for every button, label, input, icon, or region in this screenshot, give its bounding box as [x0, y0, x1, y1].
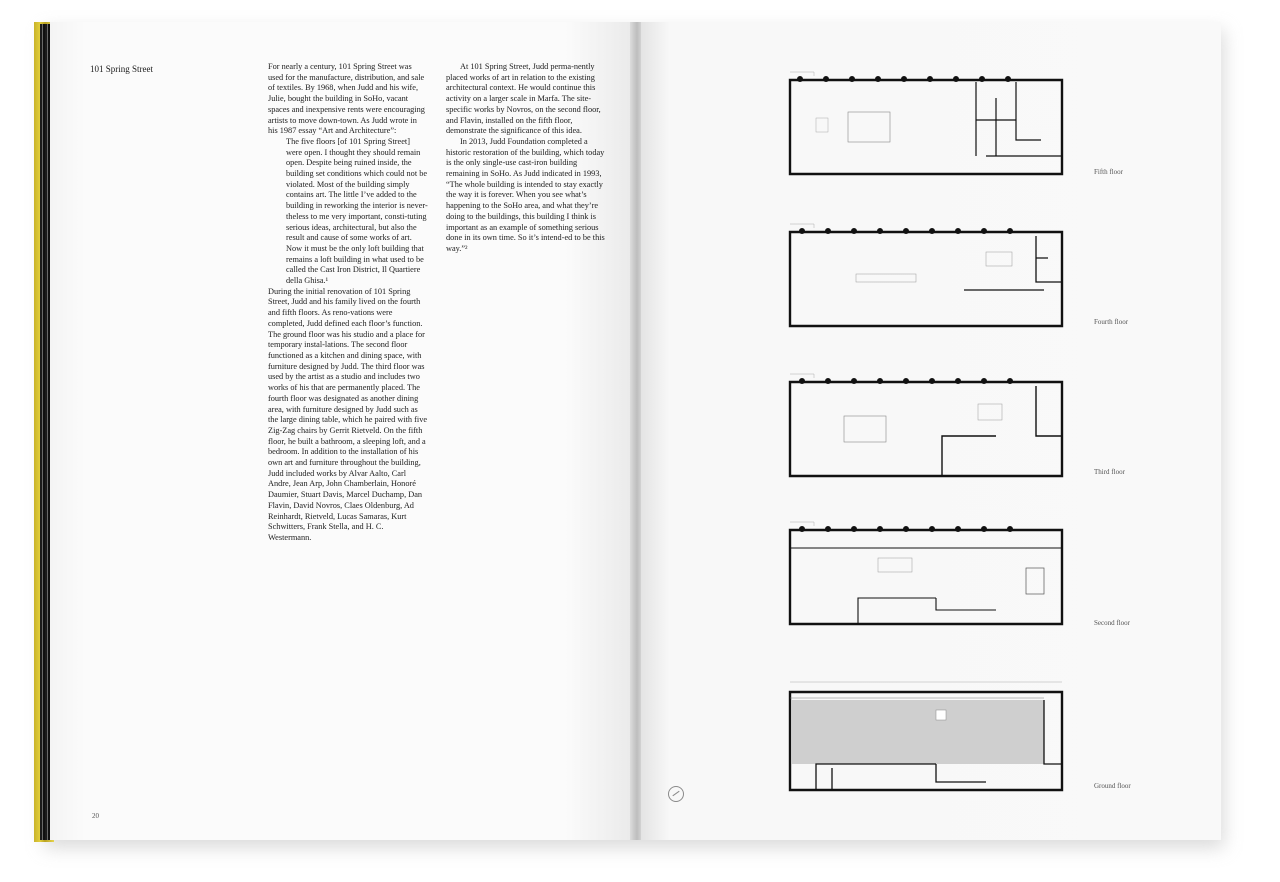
- page-number: 20: [92, 812, 99, 820]
- floor-label-ground: Ground floor: [1094, 782, 1131, 790]
- floor-label-third: Third floor: [1094, 468, 1125, 476]
- floor-plan-third: [786, 372, 1066, 478]
- floor-label-fifth: Fifth floor: [1094, 168, 1123, 176]
- floor-label-second: Second floor: [1094, 619, 1130, 627]
- floor-plan-second: [786, 520, 1066, 626]
- running-head: 101 Spring Street: [90, 64, 153, 74]
- paragraph: For nearly a century, 101 Spring Street was used for the manufacture, distribution, and sale of textiles. By 1968, when Judd and his wife, Julie, bought the building in SoHo, vacant spaces and inexpensive rents were encouraging artists to move down-town. As Judd wrote in his 1987 essay “Art and Architecture”:: [268, 62, 425, 136]
- text-column-1: [268, 62, 428, 544]
- floor-label-fourth: Fourth floor: [1094, 318, 1129, 326]
- compass-north-icon: [668, 786, 684, 802]
- floor-plan-fourth: [786, 222, 1066, 328]
- text-column-2: [446, 62, 606, 255]
- floor-plan-fifth: [786, 70, 1066, 176]
- paragraph: During the initial renovation of 101 Spring Street, Judd and his family lived on the fourth and fifth floors. As reno-vations were completed, Judd defined each floor’s function. The ground floor was his studio and a place for temporary instal-lations. The second floor functioned as a kitchen and dining space, with furniture designed by Judd. The third floor was used by the artist as a studio and includes two works of his that are permanently placed. The fourth floor was designated as another dining area, with furniture designed by Judd such as the large dining table, which he paired with five Zig-Zag chairs by Gerrit Rietveld. On the fifth floor, he built a bathroom, a sleeping loft, and a bedroom. In addition to the installation of his own art and furniture throughout the building, Judd included works by Alvar Aalto, Carl Andre, Jean Arp, John Chamberlain, Honoré Daumier, Stuart Davis, Marcel Duchamp, Dan Flavin, David Novros, Claes Oldenburg, Ad Reinhardt, Rietveld, Lucas Samaras, Kurt Schwitters, Frank Stella, and H. C. Westermann.: [268, 286, 428, 542]
- floor-plan-ground: [786, 678, 1066, 792]
- block-quote: The five floors [of 101 Spring Street] were open. I thought they should remain open. Despite being ruined inside, the building set conditions which could not be violated. Most of the building simply contains art. The little I’ve added to the building in reworking the interior is never-theless to me very important, consti-tuting serious ideas, architectural, but also the result and cause of some works of art. Now it must be the only loft building that remains a loft building in what used to be called the Cast Iron District, Il Quartiere della Ghisa.¹: [286, 136, 428, 286]
- page-edges: [40, 24, 50, 840]
- paragraph: In 2013, Judd Foundation completed a historic restoration of the building, which today is the only single-use cast-iron building remaining in SoHo. As Judd indicated in 1993, “The whole building is intended to stay exactly the way it is forever. When you see what’s happening to the SoHo area, and what they’re doing to the buildings, this building I think is important as an example of something serious done in its own time. So it’s intend-ed to be this way.”²: [446, 136, 605, 253]
- paragraph: At 101 Spring Street, Judd perma-nently placed works of art in relation to the existing architectural context. He would continue this activity on a larger scale in Marfa. The site-specific works by Novros, on the second floor, and Flavin, installed on the fifth floor, demonstrate the significance of this idea.: [446, 62, 601, 136]
